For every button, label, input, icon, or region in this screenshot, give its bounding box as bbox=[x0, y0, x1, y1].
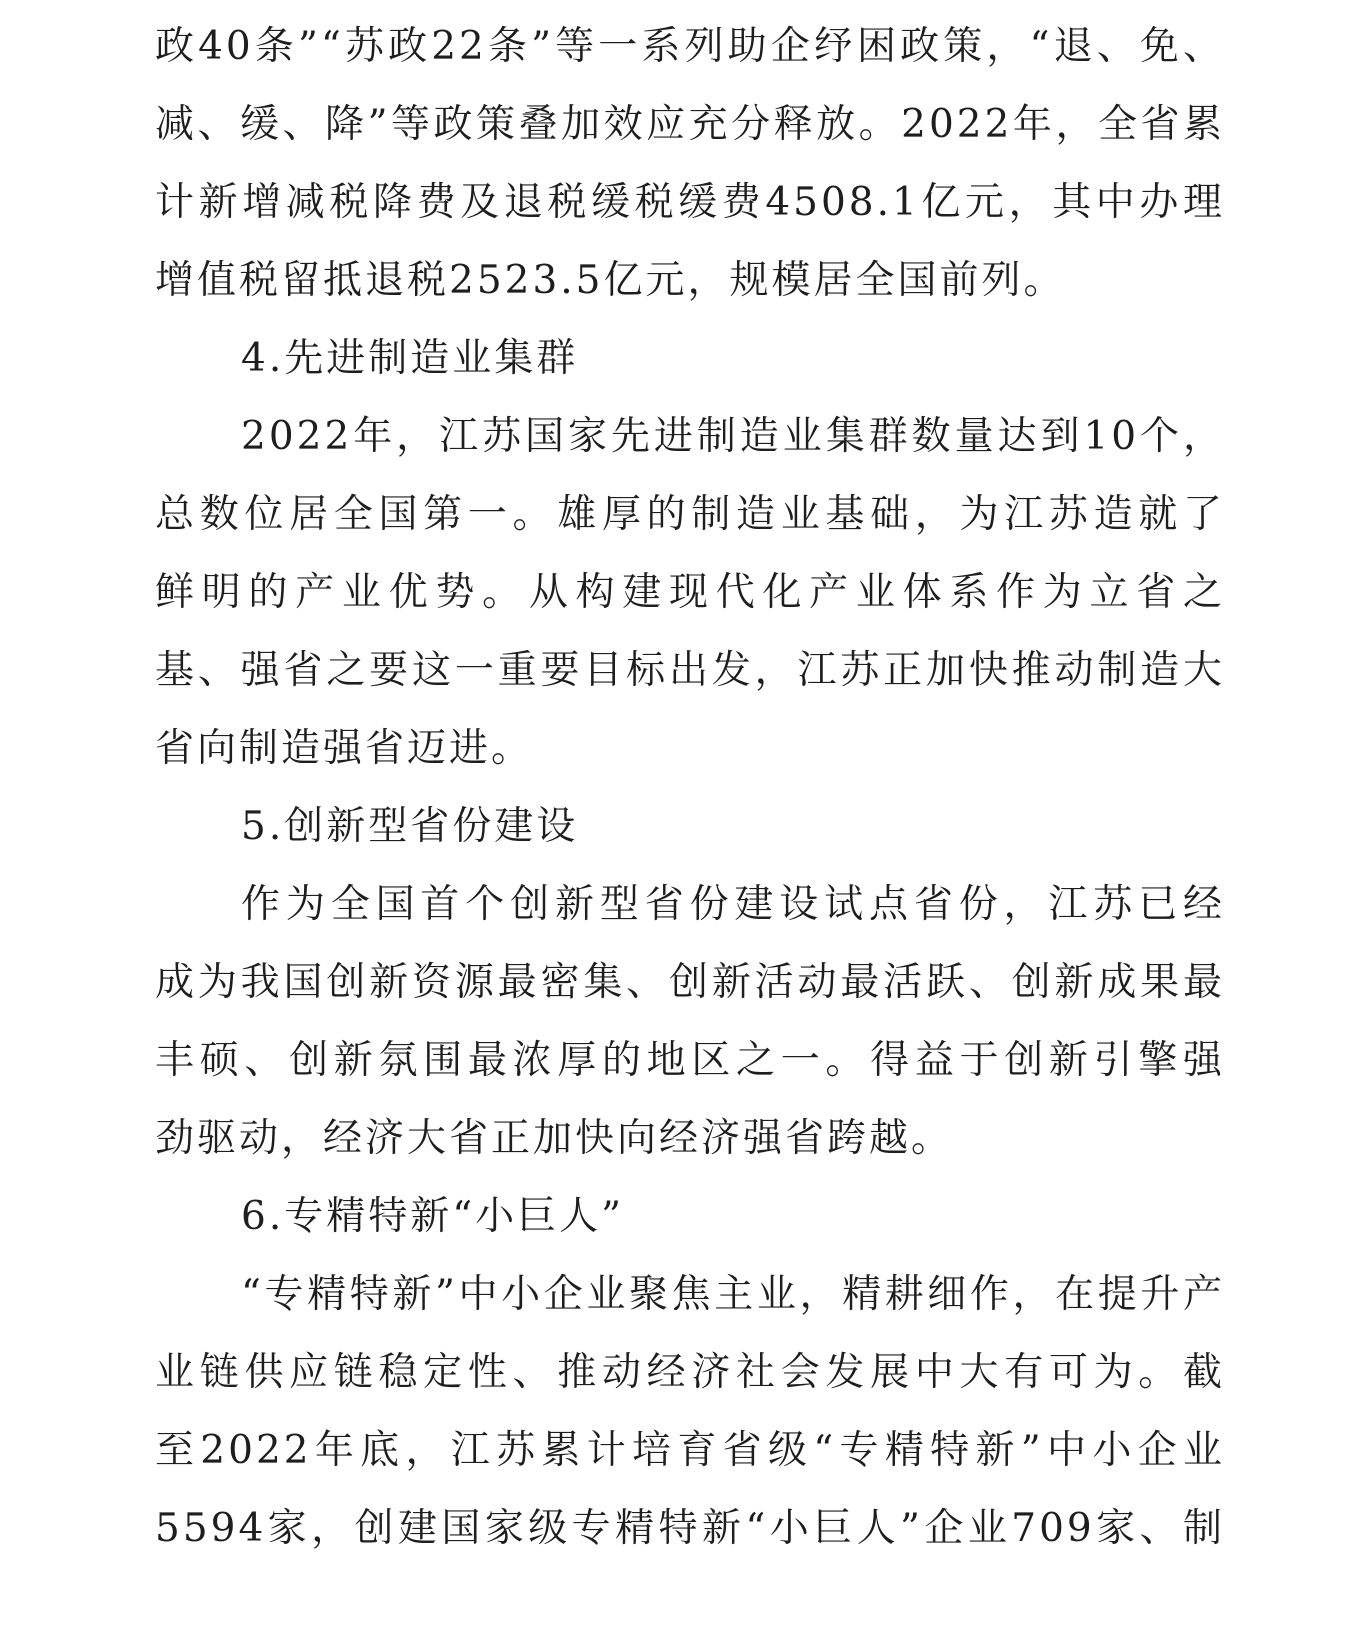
paragraph-line: 省向制造强省迈进。 bbox=[155, 726, 534, 771]
paragraph-line: 5594家，创建国家级专精特新“小巨人”企业709家、制 bbox=[155, 1506, 1225, 1551]
paragraph-line: 基、强省之要这一重要目标出发，江苏正加快推动制造大 bbox=[155, 648, 1225, 693]
section-heading: 4.先进制造业集群 bbox=[241, 336, 579, 381]
paragraph-line: 减、缓、降”等政策叠加效应充分释放。2022年，全省累 bbox=[155, 102, 1225, 147]
paragraph-line: 至2022年底，江苏累计培育省级“专精特新”中小企业 bbox=[155, 1428, 1225, 1473]
paragraph-line: 增值税留抵退税2523.5亿元，规模居全国前列。 bbox=[155, 258, 1066, 303]
paragraph-line: “专精特新”中小企业聚焦主业，精耕细作，在提升产 bbox=[241, 1272, 1225, 1317]
paragraph-line: 政40条”“苏政22条”等一系列助企纾困政策，“退、免、 bbox=[155, 24, 1225, 69]
section-heading: 5.创新型省份建设 bbox=[241, 804, 579, 849]
paragraph-line: 成为我国创新资源最密集、创新活动最活跃、创新成果最 bbox=[155, 960, 1225, 1005]
paragraph-line: 鲜明的产业优势。从构建现代化产业体系作为立省之 bbox=[155, 570, 1225, 615]
paragraph-line: 丰硕、创新氛围最浓厚的地区之一。得益于创新引擎强 bbox=[155, 1038, 1225, 1083]
paragraph-line: 总数位居全国第一。雄厚的制造业基础，为江苏造就了 bbox=[155, 492, 1225, 537]
paragraph-line: 业链供应链稳定性、推动经济社会发展中大有可为。截 bbox=[155, 1350, 1225, 1395]
paragraph-line: 计新增减税降费及退税缓税缓费4508.1亿元，其中办理 bbox=[155, 180, 1225, 225]
paragraph-line: 作为全国首个创新型省份建设试点省份，江苏已经 bbox=[241, 882, 1225, 927]
paragraph-line: 劲驱动，经济大省正加快向经济强省跨越。 bbox=[155, 1116, 954, 1161]
section-heading: 6.专精特新“小巨人” bbox=[241, 1194, 625, 1239]
paragraph-line: 2022年，江苏国家先进制造业集群数量达到10个， bbox=[241, 414, 1225, 459]
